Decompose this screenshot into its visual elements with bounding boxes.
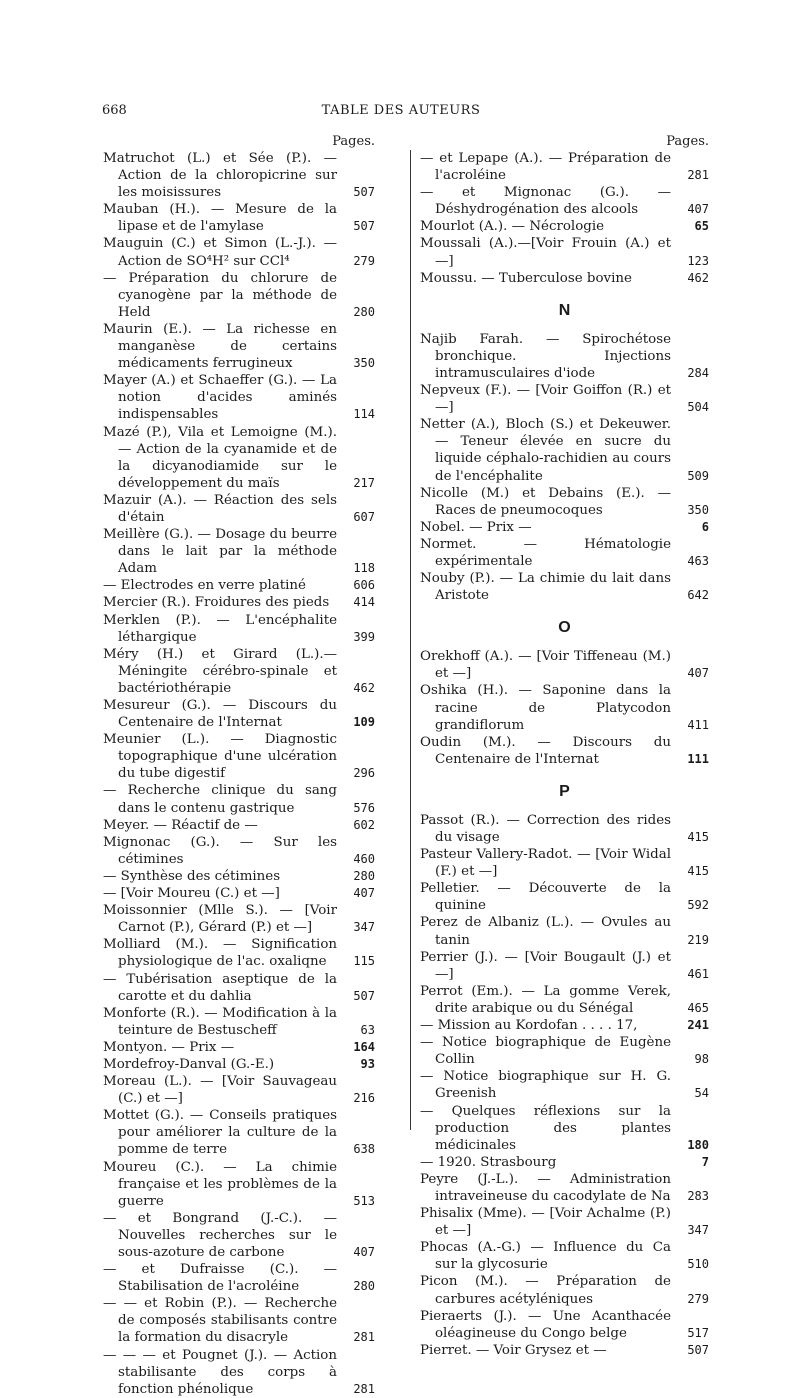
index-entry — [103, 1159, 375, 1210]
index-entry — [420, 1154, 709, 1171]
entry-page-number: 415 — [687, 864, 709, 879]
index-entry — [103, 646, 375, 697]
entry-page-number: 280 — [353, 868, 375, 883]
entry-text: Merklen (P.). — L'encéphalite léthargique — [103, 612, 337, 645]
index-entry — [103, 834, 375, 868]
entry-text: Moussali (A.).—[Voir Frouin (A.) et—] — [420, 236, 671, 269]
index-entry — [103, 971, 375, 1005]
entry-page-number: 217 — [353, 475, 375, 490]
section-letter: O — [558, 619, 571, 637]
entry-text: — Préparation du chlorure de cyanogène par la méthode de Held — [103, 270, 337, 320]
index-entry — [420, 1239, 709, 1273]
index-entry — [103, 201, 375, 235]
entry-page-number: 414 — [353, 595, 375, 610]
entry-page-number: 115 — [353, 954, 375, 969]
index-entry — [420, 218, 709, 235]
running-title: TABLE DES AUTEURS — [321, 103, 481, 118]
entry-page-number: 607 — [353, 509, 375, 524]
entry-page-number: 507 — [353, 185, 375, 200]
index-entry — [420, 1034, 709, 1068]
entry-page-number: 279 — [687, 1291, 709, 1306]
index-entry — [103, 1039, 375, 1056]
index-entry — [103, 1056, 375, 1073]
index-entry — [420, 270, 709, 287]
index-entry — [103, 1073, 375, 1107]
entry-page-number: 576 — [353, 800, 375, 815]
entry-text: — Mission au Kordofan . . . . 17, — [420, 1018, 638, 1034]
index-entry — [103, 868, 375, 885]
index-entry — [420, 519, 709, 536]
entry-page-number: 606 — [353, 578, 375, 593]
entry-text: Mauguin (C.) et Simon (L.-J.). — Action de SO⁴H² sur CCl⁴ — [103, 236, 337, 269]
column-divider — [410, 150, 411, 1130]
entry-text: Moussu. — Tuberculose bovine — [420, 270, 632, 286]
entry-text: Moureu (C.). — La chimie française et les problèmes de la guerre — [103, 1159, 337, 1209]
index-entry — [420, 734, 709, 768]
index-entry — [420, 880, 709, 914]
entry-page-number: 347 — [687, 1223, 709, 1238]
index-entry — [103, 1295, 375, 1346]
entry-page-number: 6 — [701, 519, 709, 534]
entry-text: Monforte (R.). — Modification à la teinture de Bestuscheff — [103, 1005, 337, 1038]
entry-page-number: 347 — [353, 920, 375, 935]
entry-text: — [Voir Moureu (C.) et —] — [103, 886, 280, 902]
entry-text: Mordefroy-Danval (G.-E.) — [103, 1056, 275, 1072]
entry-text: Perrier (J.). — [Voir Bougault (J.) et —] — [420, 949, 671, 982]
entry-text: — Notice biographique de Eugène Collin — [420, 1035, 671, 1068]
entry-page-number: 407 — [687, 666, 709, 681]
index-entry — [103, 902, 375, 936]
entry-text: — Recherche clinique du sang dans le contenu gastrique — [103, 783, 337, 816]
index-entry — [103, 526, 375, 577]
entry-page-number: 462 — [353, 680, 375, 695]
entry-text: Meyer. — Réactif de — — [103, 817, 258, 833]
index-entry — [103, 782, 375, 816]
running-header — [102, 103, 700, 125]
entry-page-number: 281 — [687, 168, 709, 183]
entry-page-number: 93 — [360, 1056, 375, 1071]
pages-label: Pages. — [332, 134, 375, 149]
entry-text: Passot (R.). — Correction des rides du visage — [420, 812, 671, 845]
entry-text: — Electrodes en verre platiné — [103, 578, 306, 594]
index-entry — [103, 492, 375, 526]
section-letter: P — [559, 782, 570, 800]
entry-page-number: 123 — [687, 253, 709, 268]
entry-text: Najib Farah. — Spirochétose bronchique. Injections intramusculaires d'iode — [420, 331, 671, 381]
index-entry — [420, 1273, 709, 1307]
entry-page-number: 54 — [694, 1086, 709, 1101]
entry-page-number: 281 — [353, 1381, 375, 1396]
index-entry — [103, 235, 375, 269]
entry-text: — 1920. Strasbourg — [420, 1154, 557, 1170]
entry-text: Méry (H.) et Girard (L.).—Méningite cérébro-spinale et bactériothérapie — [103, 646, 337, 696]
entry-text: — et Dufraisse (C.). — Stabilisation de l'acroléine — [103, 1262, 337, 1295]
entry-text: Moreau (L.). — [Voir Sauvageau (C.) et —] — [103, 1074, 337, 1107]
entry-page-number: 638 — [353, 1142, 375, 1157]
index-entry — [420, 1308, 709, 1342]
entry-text: Nouby (P.). — La chimie du lait dans Aristote — [420, 571, 671, 604]
entry-text: Oudin (M.). — Discours du Centenaire de l'Internat — [420, 734, 671, 767]
index-entry — [103, 150, 375, 201]
entry-page-number: 517 — [687, 1325, 709, 1340]
entry-page-number: 602 — [353, 817, 375, 832]
index-entry — [103, 731, 375, 782]
entry-page-number: 463 — [687, 553, 709, 568]
entry-text: Orekhoff (A.). — [Voir Tiffeneau (M.) et —] — [420, 649, 671, 682]
index-entry — [103, 885, 375, 902]
index-entry — [420, 382, 709, 416]
pages-label: Pages. — [666, 134, 709, 149]
entry-page-number: 411 — [687, 717, 709, 732]
index-entry — [420, 331, 709, 382]
index-entry — [103, 1107, 375, 1158]
entry-text: Maurin (E.). — La richesse en manganèse de certains médicaments ferrugineux — [103, 321, 337, 372]
index-entry — [420, 416, 709, 484]
index-entry — [103, 594, 375, 611]
entry-page-number: 296 — [353, 766, 375, 781]
entry-text: — et Bongrand (J.-C.). — Nouvelles recherches sur le sous-azoture de carbone — [103, 1210, 337, 1260]
entry-page-number: 114 — [353, 407, 375, 422]
index-entry — [420, 648, 709, 682]
entry-text: — et Lepape (A.). — Préparation de l'acroléine — [420, 151, 671, 184]
entry-text: — Notice biographique sur H. G. Greenish — [420, 1069, 671, 1102]
entry-page-number: 281 — [353, 1330, 375, 1345]
entry-page-number: 592 — [687, 898, 709, 913]
index-entry — [420, 914, 709, 948]
entry-text: — Quelques réflexions sur la production des plantes médicinales — [420, 1103, 671, 1153]
entry-text: Peyre (J.-L.). — Administration intraveineuse du cacodylate de Na — [420, 1171, 671, 1204]
entry-page-number: 111 — [687, 751, 709, 766]
index-entry — [103, 817, 375, 834]
entry-page-number: 460 — [353, 851, 375, 866]
index-entry — [420, 1205, 709, 1239]
section-letter: N — [558, 301, 571, 319]
entry-text: — — — et Pougnet (J.). — Action stabilisante des corps à fonction phénolique — [103, 1347, 337, 1397]
index-entry — [103, 697, 375, 731]
entry-text: Perez de Albaniz (L.). — Ovules au tanin — [420, 915, 671, 948]
entry-text: Mayer (A.) et Schaeffer (G.). — La notion d'acides aminés indispensables — [103, 373, 337, 423]
index-entry — [420, 570, 709, 604]
index-entry — [420, 150, 709, 184]
entry-page-number: 504 — [687, 400, 709, 415]
entry-page-number: 280 — [353, 304, 375, 319]
entry-text: Mauban (H.). — Mesure de la lipase et de l'amylase — [103, 202, 337, 235]
entry-text: Pelletier. — Découverte de la quinine — [420, 881, 671, 914]
entry-page-number: 399 — [353, 629, 375, 644]
entry-text: — Tubérisation aseptique de la carotte et du dahlia — [103, 971, 337, 1004]
index-entry — [420, 184, 709, 218]
index-entry — [420, 1068, 709, 1102]
entry-text: Mercier (R.). Froidures des pieds — [103, 595, 330, 611]
index-entry — [103, 321, 375, 372]
index-entry — [420, 812, 709, 846]
entry-text: Phocas (A.-G.) — Influence du Ca sur la glycosurie — [420, 1240, 671, 1273]
entry-text: Matruchot (L.) et Sée (P.). — Action de la chloropicrine sur les moisissures — [103, 151, 337, 201]
index-entry — [420, 536, 709, 570]
left-column — [103, 133, 375, 1398]
entry-text: Nicolle (M.) et Debains (E.). — Races de pneumocoques — [420, 485, 671, 518]
entry-text: Netter (A.), Bloch (S.) et Dekeuwer. — Teneur élevée en sucre du liquide céphalo-rachidien au cours de l'encéphalite — [420, 417, 671, 484]
index-entry — [420, 1171, 709, 1205]
page-number: 668 — [102, 103, 127, 118]
entry-text: Montyon. — Prix — — [103, 1039, 235, 1055]
index-entry — [420, 485, 709, 519]
entry-text: Mesureur (G.). — Discours du Centenaire de l'Internat — [103, 698, 337, 731]
entry-page-number: 118 — [353, 561, 375, 576]
right-column — [420, 133, 709, 1359]
entry-text: Nepveux (F.). — [Voir Goiffon (R.) et —] — [420, 383, 671, 416]
entry-text: Mourlot (A.). — Nécrologie — [420, 219, 605, 235]
entry-text: — — et Robin (P.). — Recherche de composés stabilisants contre la formation du disacryle — [103, 1296, 337, 1346]
index-entry — [103, 372, 375, 423]
entry-text: — Synthèse des cétimines — [103, 868, 281, 884]
entry-text: Nobel. — Prix — — [420, 519, 532, 535]
entry-page-number: 219 — [687, 932, 709, 947]
entry-page-number: 465 — [687, 1000, 709, 1015]
left-entry-list — [103, 150, 375, 1398]
index-entry — [103, 424, 375, 492]
entry-page-number: 63 — [360, 1022, 375, 1037]
index-entry — [420, 1017, 709, 1034]
index-entry — [420, 1103, 709, 1154]
entry-text: Normet. — Hématologie expérimentale — [420, 536, 671, 569]
entry-page-number: 462 — [687, 270, 709, 285]
entry-text: Moissonnier (Mlle S.). — [Voir Carnot (P.), Gérard (P.) et —] — [103, 903, 337, 936]
entry-text: — et Mignonac (G.). — Déshydrogénation des alcools — [420, 185, 671, 218]
entry-page-number: 507 — [353, 219, 375, 234]
entry-page-number: 509 — [687, 468, 709, 483]
index-entry — [103, 1347, 375, 1398]
entry-text: Pasteur Vallery-Radot. — [Voir Widal (F.) et —] — [420, 847, 671, 880]
entry-text: Mazuir (A.). — Réaction des sels d'étain — [103, 492, 337, 525]
entry-page-number: 280 — [353, 1279, 375, 1294]
index-entry — [103, 1005, 375, 1039]
index-entry — [420, 235, 709, 269]
index-entry — [103, 612, 375, 646]
index-entry — [103, 1261, 375, 1295]
entry-page-number: 350 — [687, 502, 709, 517]
entry-page-number: 98 — [694, 1052, 709, 1067]
entry-text: Meunier (L.). — Diagnostic topographique d'une ulcération du tube digestif — [103, 732, 337, 782]
entry-page-number: 350 — [353, 356, 375, 371]
entry-text: Mignonac (G.). — Sur les cétimines — [103, 834, 337, 867]
entry-page-number: 415 — [687, 830, 709, 844]
entry-text: Picon (M.). — Préparation de carbures acétyléniques — [420, 1274, 671, 1307]
entry-text: Molliard (M.). — Signification physiologique de l'ac. oxaliqne — [103, 937, 337, 970]
entry-page-number: 642 — [687, 588, 709, 603]
entry-page-number: 510 — [687, 1257, 709, 1272]
entry-page-number: 407 — [353, 1245, 375, 1259]
entry-page-number: 241 — [687, 1018, 709, 1033]
entry-text: Phisalix (Mme). — [Voir Achalme (P.) et —] — [420, 1206, 671, 1239]
index-entry — [420, 1342, 709, 1359]
index-entry — [103, 936, 375, 970]
entry-page-number: 284 — [687, 365, 709, 380]
entry-page-number: 461 — [687, 966, 709, 981]
right-entry-list — [420, 150, 709, 1359]
entry-page-number: 407 — [353, 886, 375, 901]
entry-page-number: 407 — [687, 202, 709, 217]
entry-page-number: 507 — [687, 1342, 709, 1357]
entry-text: Mazé (P.), Vila et Lemoigne (M.). — Action de la cyanamide et de la dicyanodiamide sur le développement du maïs — [103, 424, 337, 491]
entry-text: Pieraerts (J.). — Une Acanthacée oléagineuse du Congo belge — [420, 1308, 671, 1341]
index-entry — [420, 949, 709, 983]
index-entry — [420, 846, 709, 880]
entry-text: Oshika (H.). — Saponine dans la racine de Platycodon grandiflorum — [420, 683, 671, 733]
entry-page-number: 216 — [353, 1091, 375, 1106]
index-entry — [420, 682, 709, 733]
entry-text: Pierret. — Voir Grysez et — — [420, 1342, 607, 1358]
entry-text: Mottet (G.). — Conseils pratiques pour améliorer la culture de la pomme de terre — [103, 1108, 337, 1158]
index-entry — [420, 983, 709, 1017]
entry-text: Perrot (Em.). — La gomme Verek, drite arabique ou du Sénégal — [420, 983, 671, 1016]
entry-page-number: 7 — [701, 1154, 709, 1169]
index-entry — [103, 270, 375, 321]
entry-text: Meillère (G.). — Dosage du beurre dans le lait par la méthode Adam — [103, 527, 337, 577]
entry-page-number: 65 — [694, 219, 709, 234]
entry-page-number: 109 — [353, 715, 375, 730]
entry-page-number: 164 — [353, 1039, 375, 1054]
entry-page-number: 180 — [687, 1137, 709, 1152]
entry-page-number: 283 — [687, 1188, 709, 1203]
index-entry — [103, 577, 375, 594]
index-entry — [103, 1210, 375, 1261]
entry-page-number: 507 — [353, 988, 375, 1003]
entry-page-number: 279 — [353, 253, 375, 268]
entry-page-number: 513 — [353, 1193, 375, 1208]
